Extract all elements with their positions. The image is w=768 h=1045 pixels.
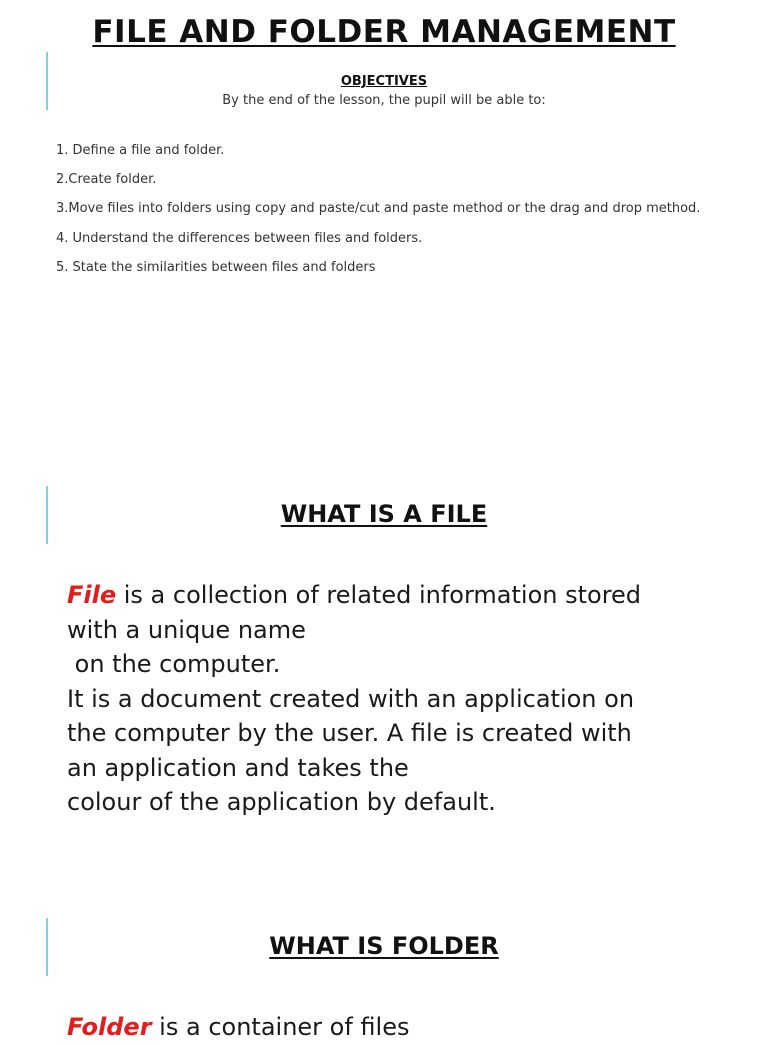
- folder-definition: [67, 1010, 707, 1045]
- definition-line: It is a document created with an application on: [67, 684, 635, 713]
- objective-item: 4. Understand the differences between files and folders.: [56, 231, 423, 246]
- file-definition: [67, 578, 707, 820]
- slide-objectives: [0, 0, 768, 440]
- objective-item: 5. State the similarities between files and folders: [56, 260, 376, 275]
- definition-line: [67, 578, 707, 613]
- slide-what-is-folder: [0, 880, 768, 1041]
- slide-what-is-file: [0, 440, 768, 880]
- slide-title: WHAT IS FOLDER: [269, 932, 499, 960]
- objectives-list: [56, 142, 716, 288]
- definition-text: is a container of files: [151, 1013, 410, 1041]
- page-title: FILE AND FOLDER MANAGEMENT: [92, 14, 676, 50]
- objectives-heading: OBJECTIVES: [340, 74, 428, 89]
- keyword-file: File: [67, 581, 117, 609]
- definition-line: colour of the application by default.: [67, 788, 496, 816]
- objective-item: 1. Define a file and folder.: [56, 143, 225, 158]
- definition-line: on the computer.: [67, 650, 281, 678]
- objective-item: 2.Create folder.: [56, 172, 157, 187]
- keyword-folder: Folder: [67, 1013, 152, 1041]
- objectives-intro: By the end of the lesson, the pupil will be able to:: [222, 93, 546, 108]
- objective-item: 3.Move files into folders using copy and paste/cut and paste method or the drag and drop method.: [56, 201, 701, 216]
- definition-line: the computer by the user. A file is created with: [67, 719, 632, 747]
- definition-line: an application and takes the: [67, 753, 409, 782]
- definition-line: with a unique name: [67, 615, 306, 644]
- slide-title: WHAT IS A FILE: [280, 500, 488, 528]
- definition-text: is a collection of related information stored: [116, 581, 642, 609]
